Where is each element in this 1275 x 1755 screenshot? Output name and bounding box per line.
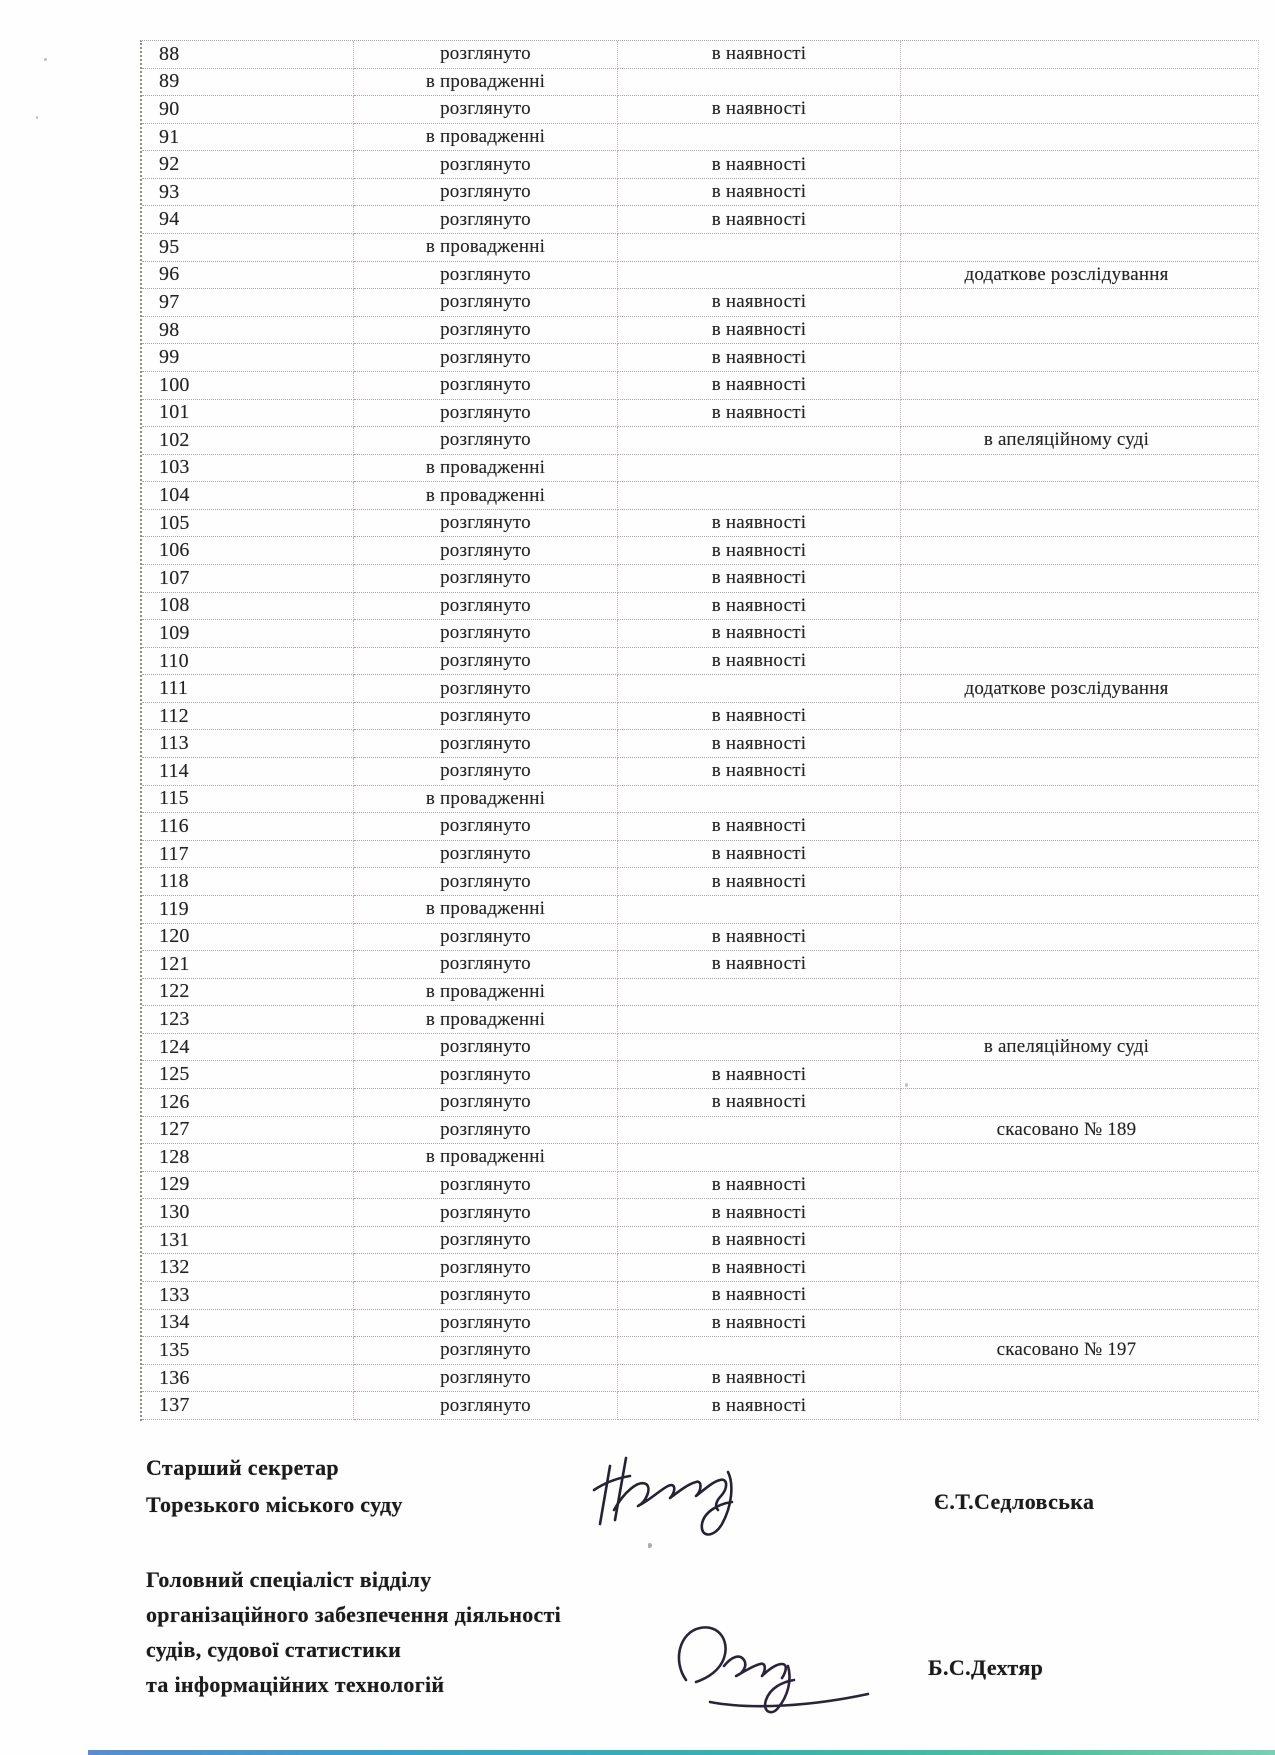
note-cell [901,1227,1258,1255]
availability-cell [618,427,901,455]
note-cell [901,179,1258,207]
result-cell: розглянуто [354,400,618,428]
case-number-cell: 119 [142,896,354,924]
availability-cell: в наявності [618,1392,901,1420]
result-cell: в провадженні [354,234,618,262]
result-cell: розглянуто [354,1117,618,1145]
result-cell: розглянуто [354,1254,618,1282]
signatory-title-line: організаційного забезпечення діяльності [146,1602,562,1627]
result-cell: розглянуто [354,317,618,345]
note-cell [901,868,1258,896]
case-number-cell: 98 [142,317,354,345]
note-cell [901,786,1258,814]
availability-cell: в наявності [618,648,901,676]
result-cell: розглянуто [354,1365,618,1393]
result-cell: в провадженні [354,1144,618,1172]
result-cell: розглянуто [354,951,618,979]
note-cell: скасовано № 189 [901,1117,1258,1145]
availability-cell: в наявності [618,758,901,786]
result-cell: розглянуто [354,1089,618,1117]
note-cell [901,620,1258,648]
result-cell: розглянуто [354,758,618,786]
scan-speck [36,116,38,119]
availability-cell: в наявності [618,151,901,179]
availability-cell: в наявності [618,510,901,538]
result-cell: розглянуто [354,96,618,124]
note-cell [901,482,1258,510]
case-number-cell: 134 [142,1310,354,1338]
note-cell [901,1144,1258,1172]
availability-cell [618,786,901,814]
handwritten-signature-icon [580,1432,780,1547]
result-cell: розглянуто [354,206,618,234]
case-number-cell: 91 [142,124,354,152]
signatory-title-line: судів, судової статистики [146,1637,402,1662]
case-number-cell: 116 [142,813,354,841]
case-number-cell: 89 [142,69,354,97]
result-cell: розглянуто [354,289,618,317]
result-cell: розглянуто [354,1392,618,1420]
note-cell [901,703,1258,731]
note-cell [901,206,1258,234]
result-cell: розглянуто [354,151,618,179]
result-cell: розглянуто [354,1227,618,1255]
note-cell [901,317,1258,345]
availability-cell [618,979,901,1007]
note-cell: скасовано № 197 [901,1337,1258,1365]
note-cell [901,979,1258,1007]
scan-speck [648,1543,652,1548]
handwritten-signature-icon [652,1608,892,1718]
scan-speck [905,1083,908,1087]
result-cell: розглянуто [354,565,618,593]
result-cell: розглянуто [354,924,618,952]
note-cell [901,234,1258,262]
case-number-cell: 117 [142,841,354,869]
note-cell [901,455,1258,483]
case-number-cell: 92 [142,151,354,179]
result-cell: розглянуто [354,1310,618,1338]
availability-cell: в наявності [618,730,901,758]
availability-cell: в наявності [618,703,901,731]
result-cell: розглянуто [354,372,618,400]
result-cell: розглянуто [354,1282,618,1310]
case-number-cell: 100 [142,372,354,400]
availability-cell: в наявності [618,868,901,896]
result-cell: розглянуто [354,620,618,648]
availability-cell [618,1144,901,1172]
note-cell [901,1061,1258,1089]
case-number-cell: 125 [142,1061,354,1089]
availability-cell: в наявності [618,372,901,400]
note-cell [901,648,1258,676]
note-cell [901,510,1258,538]
signatory-name: Б.С.Дехтяр [928,1655,1044,1680]
case-number-cell: 97 [142,289,354,317]
case-number-cell: 95 [142,234,354,262]
note-cell: в апеляційному суді [901,1034,1258,1062]
availability-cell: в наявності [618,841,901,869]
case-number-cell: 126 [142,1089,354,1117]
result-cell: розглянуто [354,730,618,758]
result-cell: в провадженні [354,482,618,510]
availability-cell [618,896,901,924]
case-number-cell: 114 [142,758,354,786]
case-number-cell: 123 [142,1006,354,1034]
availability-cell [618,124,901,152]
case-number-cell: 127 [142,1117,354,1145]
result-cell: розглянуто [354,1172,618,1200]
note-cell [901,565,1258,593]
availability-cell [618,1337,901,1365]
availability-cell: в наявності [618,924,901,952]
result-cell: розглянуто [354,703,618,731]
availability-cell [618,675,901,703]
availability-cell [618,1034,901,1062]
case-number-cell: 137 [142,1392,354,1420]
result-cell: в провадженні [354,786,618,814]
case-number-cell: 102 [142,427,354,455]
availability-cell: в наявності [618,400,901,428]
availability-cell [618,69,901,97]
note-cell [901,344,1258,372]
availability-cell [618,482,901,510]
availability-cell: в наявності [618,96,901,124]
availability-cell: в наявності [618,41,901,69]
case-number-cell: 99 [142,344,354,372]
note-cell [901,841,1258,869]
note-cell [901,96,1258,124]
case-number-cell: 96 [142,262,354,290]
note-cell [901,1392,1258,1420]
result-cell: розглянуто [354,537,618,565]
note-cell [901,400,1258,428]
result-cell: розглянуто [354,262,618,290]
case-number-cell: 130 [142,1199,354,1227]
result-cell: в провадженні [354,124,618,152]
note-cell [901,289,1258,317]
result-cell: в провадженні [354,979,618,1007]
availability-cell: в наявності [618,344,901,372]
availability-cell: в наявності [618,1227,901,1255]
result-cell: розглянуто [354,648,618,676]
case-number-cell: 128 [142,1144,354,1172]
case-number-cell: 135 [142,1337,354,1365]
case-number-cell: 90 [142,96,354,124]
table-body [142,41,1258,1420]
note-cell [901,1006,1258,1034]
result-cell: розглянуто [354,344,618,372]
availability-cell: в наявності [618,317,901,345]
case-number-cell: 101 [142,400,354,428]
availability-cell: в наявності [618,1310,901,1338]
note-cell [901,1365,1258,1393]
case-number-cell: 121 [142,951,354,979]
note-cell: додаткове розслідування [901,675,1258,703]
result-cell: розглянуто [354,593,618,621]
case-number-cell: 113 [142,730,354,758]
result-cell: розглянуто [354,41,618,69]
case-number-cell: 132 [142,1254,354,1282]
scanner-edge-strip [88,1750,1275,1755]
note-cell [901,813,1258,841]
note-cell [901,758,1258,786]
result-cell: в провадженні [354,896,618,924]
availability-cell: в наявності [618,1199,901,1227]
signatory-title-line: Старший секретар [146,1455,339,1480]
signatory-name: Є.Т.Седловська [934,1489,1095,1514]
result-cell: розглянуто [354,179,618,207]
availability-cell: в наявності [618,179,901,207]
result-cell: розглянуто [354,510,618,538]
case-number-cell: 111 [142,675,354,703]
availability-cell: в наявності [618,1282,901,1310]
case-number-cell: 110 [142,648,354,676]
note-cell [901,1199,1258,1227]
note-cell [901,69,1258,97]
signatory-title-line: Торезького міського суду [146,1492,403,1517]
note-cell [901,1172,1258,1200]
result-cell: розглянуто [354,675,618,703]
result-cell: розглянуто [354,427,618,455]
case-number-cell: 93 [142,179,354,207]
case-number-cell: 104 [142,482,354,510]
case-number-cell: 136 [142,1365,354,1393]
signatory-title-line: Головний спеціаліст відділу [146,1567,432,1592]
result-cell: в провадженні [354,1006,618,1034]
case-number-cell: 133 [142,1282,354,1310]
result-cell: розглянуто [354,868,618,896]
result-cell: розглянуто [354,841,618,869]
availability-cell: в наявності [618,620,901,648]
availability-cell: в наявності [618,1089,901,1117]
result-cell: розглянуто [354,1034,618,1062]
note-cell [901,41,1258,69]
case-number-cell: 88 [142,41,354,69]
result-cell: розглянуто [354,1061,618,1089]
availability-cell: в наявності [618,1061,901,1089]
availability-cell: в наявності [618,1365,901,1393]
case-number-cell: 94 [142,206,354,234]
note-cell [901,730,1258,758]
availability-cell: в наявності [618,813,901,841]
availability-cell: в наявності [618,565,901,593]
note-cell [901,896,1258,924]
availability-cell: в наявності [618,593,901,621]
availability-cell: в наявності [618,951,901,979]
note-cell [901,1254,1258,1282]
availability-cell: в наявності [618,1172,901,1200]
note-cell [901,537,1258,565]
case-number-cell: 124 [142,1034,354,1062]
availability-cell [618,1006,901,1034]
case-number-cell: 118 [142,868,354,896]
case-number-cell: 109 [142,620,354,648]
case-number-cell: 108 [142,593,354,621]
signatory-title-chief-specialist [146,1562,561,1702]
note-cell [901,593,1258,621]
availability-cell [618,234,901,262]
case-number-cell: 106 [142,537,354,565]
availability-cell: в наявності [618,206,901,234]
availability-cell: в наявності [618,289,901,317]
case-number-cell: 107 [142,565,354,593]
note-cell [901,1089,1258,1117]
note-cell: в апеляційному суді [901,427,1258,455]
note-cell [901,1282,1258,1310]
case-number-cell: 120 [142,924,354,952]
case-number-cell: 129 [142,1172,354,1200]
note-cell [901,951,1258,979]
result-cell: в провадженні [354,69,618,97]
note-cell: додаткове розслідування [901,262,1258,290]
note-cell [901,151,1258,179]
case-number-cell: 105 [142,510,354,538]
signatory-title-line: та інформаційних технологій [146,1672,445,1697]
note-cell [901,1310,1258,1338]
case-registry-table [140,40,1259,1421]
note-cell [901,372,1258,400]
availability-cell [618,1117,901,1145]
availability-cell: в наявності [618,1254,901,1282]
availability-cell: в наявності [618,537,901,565]
case-number-cell: 131 [142,1227,354,1255]
note-cell [901,124,1258,152]
availability-cell [618,455,901,483]
result-cell: розглянуто [354,1337,618,1365]
availability-cell [618,262,901,290]
case-number-cell: 103 [142,455,354,483]
signatory-title-senior-secretary [146,1449,403,1523]
case-number-cell: 122 [142,979,354,1007]
scan-speck [44,58,47,61]
result-cell: розглянуто [354,813,618,841]
result-cell: в провадженні [354,455,618,483]
result-cell: розглянуто [354,1199,618,1227]
case-number-cell: 115 [142,786,354,814]
note-cell [901,924,1258,952]
case-number-cell: 112 [142,703,354,731]
